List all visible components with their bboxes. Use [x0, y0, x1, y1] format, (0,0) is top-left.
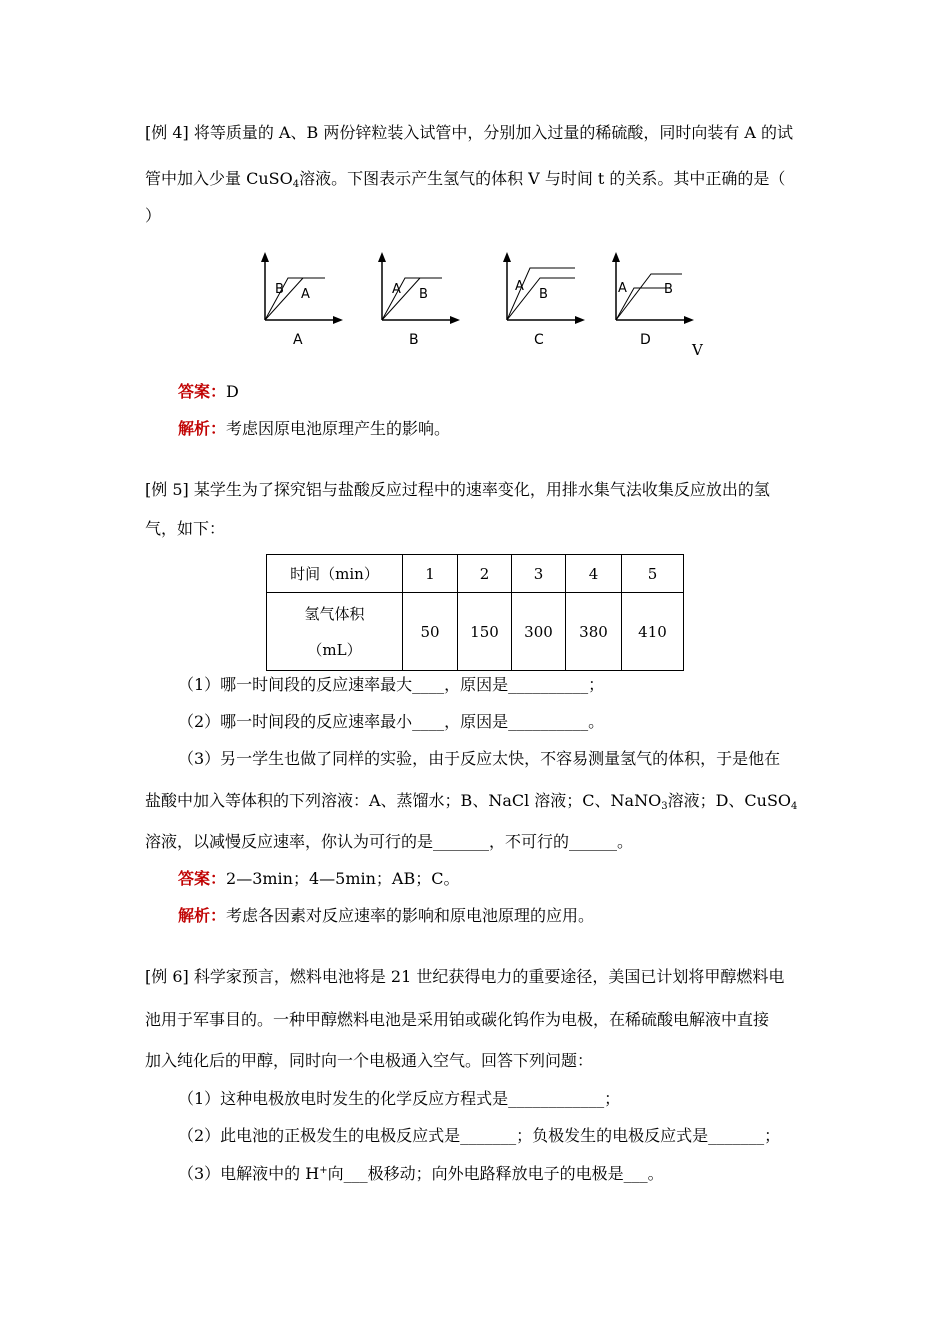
ex6-line-3: 加入纯化后的甲醇，同时向一个电极通入空气。回答下列问题：: [145, 1051, 594, 1070]
graph-b-caption: B: [409, 332, 419, 348]
stray-v-letter: V: [692, 341, 703, 359]
table-cell: 380: [566, 593, 622, 671]
ex5-q3-line-2: [145, 791, 797, 811]
ex4-answer-label: 答案：: [178, 382, 227, 401]
graph-c: [497, 250, 587, 330]
graph-a-label-2: A: [301, 287, 310, 302]
ex6-line-2: 池用于军事目的。一种甲醇燃料电池是采用铂或碳化钨作为电极，在稀硫酸电解液中直接: [145, 1010, 770, 1029]
ex5-answer-text: 2—3min；4—5min；AB；C。: [226, 869, 460, 888]
ex5-q3-sub-1: 3: [661, 801, 668, 812]
graph-a: [255, 250, 345, 330]
graph-a-label-1: B: [275, 282, 284, 297]
table-cell: 5: [622, 555, 684, 593]
graph-c-caption: C: [534, 332, 544, 348]
table-row: [267, 555, 684, 593]
ex6-q1: （1）这种电极放电时发生的化学反应方程式是____________；: [178, 1089, 621, 1108]
table-cell: 3: [512, 555, 566, 593]
ex5-line-2: 气，如下：: [145, 519, 226, 538]
ex4-line-1: [例 4] 将等质量的 A、B 两份锌粒装入试管中，分别加入过量的稀硫酸，同时向装有 A 的试: [145, 123, 794, 142]
graph-b-label-2: B: [419, 287, 428, 302]
table-cell: 2: [458, 555, 512, 593]
ex4-analysis-text: 考虑因原电池原理产生的影响。: [226, 419, 451, 438]
ex5-line-1: [例 5] 某学生为了探究铝与盐酸反应过程中的速率变化，用排水集气法收集反应放出的氢: [145, 480, 770, 499]
ex6-q3: [178, 1164, 664, 1184]
row-label-line-1: 氢气体积: [304, 604, 365, 623]
ex4-line-2b: 溶液。下图表示产生氢气的体积 V 与时间 t 的关系。其中正确的是（: [299, 169, 786, 188]
graph-d-label-1: A: [618, 281, 627, 296]
ex6-q3a: （3）电解液中的 H: [178, 1164, 320, 1183]
ex5-q3-line-1: （3）另一学生也做了同样的实验，由于反应太快，不容易测量氢气的体积，于是他在: [178, 749, 781, 768]
ex4-line-3: ）: [145, 206, 162, 225]
ex6-q3b: 向___极移动；向外电路释放电子的电极是___。: [327, 1164, 664, 1183]
ex4-line-2a: 管中加入少量 CuSO: [145, 169, 293, 188]
ex4-line-2: [145, 169, 785, 189]
table-cell: 300: [512, 593, 566, 671]
ex5-q2: （2）哪一时间段的反应速率最小____，原因是__________。: [178, 712, 605, 731]
ex5-q3-line-2a: 盐酸中加入等体积的下列溶液：A、蒸馏水；B、NaCl 溶液；C、NaNO: [145, 791, 662, 810]
ex4-analysis: [178, 419, 450, 439]
ex5-analysis: [178, 906, 594, 926]
table-cell: 1: [403, 555, 458, 593]
ex5-q1: （1）哪一时间段的反应速率最大____，原因是__________；: [178, 675, 605, 694]
ex5-answer: [178, 869, 459, 889]
table-cell: 410: [622, 593, 684, 671]
graph-d-label-2: B: [664, 282, 673, 297]
ex5-analysis-text: 考虑各因素对反应速率的影响和原电池原理的应用。: [226, 906, 595, 925]
ex4-line-2-subscript: 4: [292, 179, 300, 190]
table-cell: 50: [403, 593, 458, 671]
ex6-q2: （2）此电池的正极发生的电极反应式是_______；负极发生的电极反应式是_______；: [178, 1126, 781, 1145]
graph-b: [372, 250, 462, 330]
ex4-answer: [178, 382, 239, 402]
ex5-answer-label: 答案：: [178, 869, 227, 888]
table-cell: 150: [458, 593, 512, 671]
graph-c-label-1: A: [515, 279, 524, 294]
graph-d-caption: D: [640, 332, 651, 348]
ex5-q3-line-3: 溶液，以减慢反应速率，你认为可行的是_______，不可行的______。: [145, 832, 634, 851]
row-label-line-2: （mL）: [307, 640, 362, 659]
ex5-analysis-label: 解析：: [178, 906, 227, 925]
table-row-label: [267, 593, 403, 671]
hydrogen-volume-table: [266, 554, 684, 671]
table-row: [267, 593, 684, 671]
graph-a-caption: A: [293, 332, 303, 348]
ex5-q3-sub-2: 4: [791, 801, 798, 812]
graph-c-label-2: B: [539, 287, 548, 302]
ex6-line-1: [例 6] 科学家预言，燃料电池将是 21 世纪获得电力的重要途径，美国已计划将甲醇燃料电: [145, 967, 785, 986]
graph-b-label-1: A: [392, 282, 401, 297]
table-header-label: 时间（min）: [267, 555, 403, 593]
graph-d: [606, 250, 696, 330]
ex4-answer-text: D: [226, 382, 239, 401]
ex4-analysis-label: 解析：: [178, 419, 227, 438]
ex6-q3-superscript: +: [319, 1165, 328, 1176]
table-cell: 4: [566, 555, 622, 593]
ex5-q3-line-2b: 溶液；D、CuSO: [667, 791, 792, 810]
